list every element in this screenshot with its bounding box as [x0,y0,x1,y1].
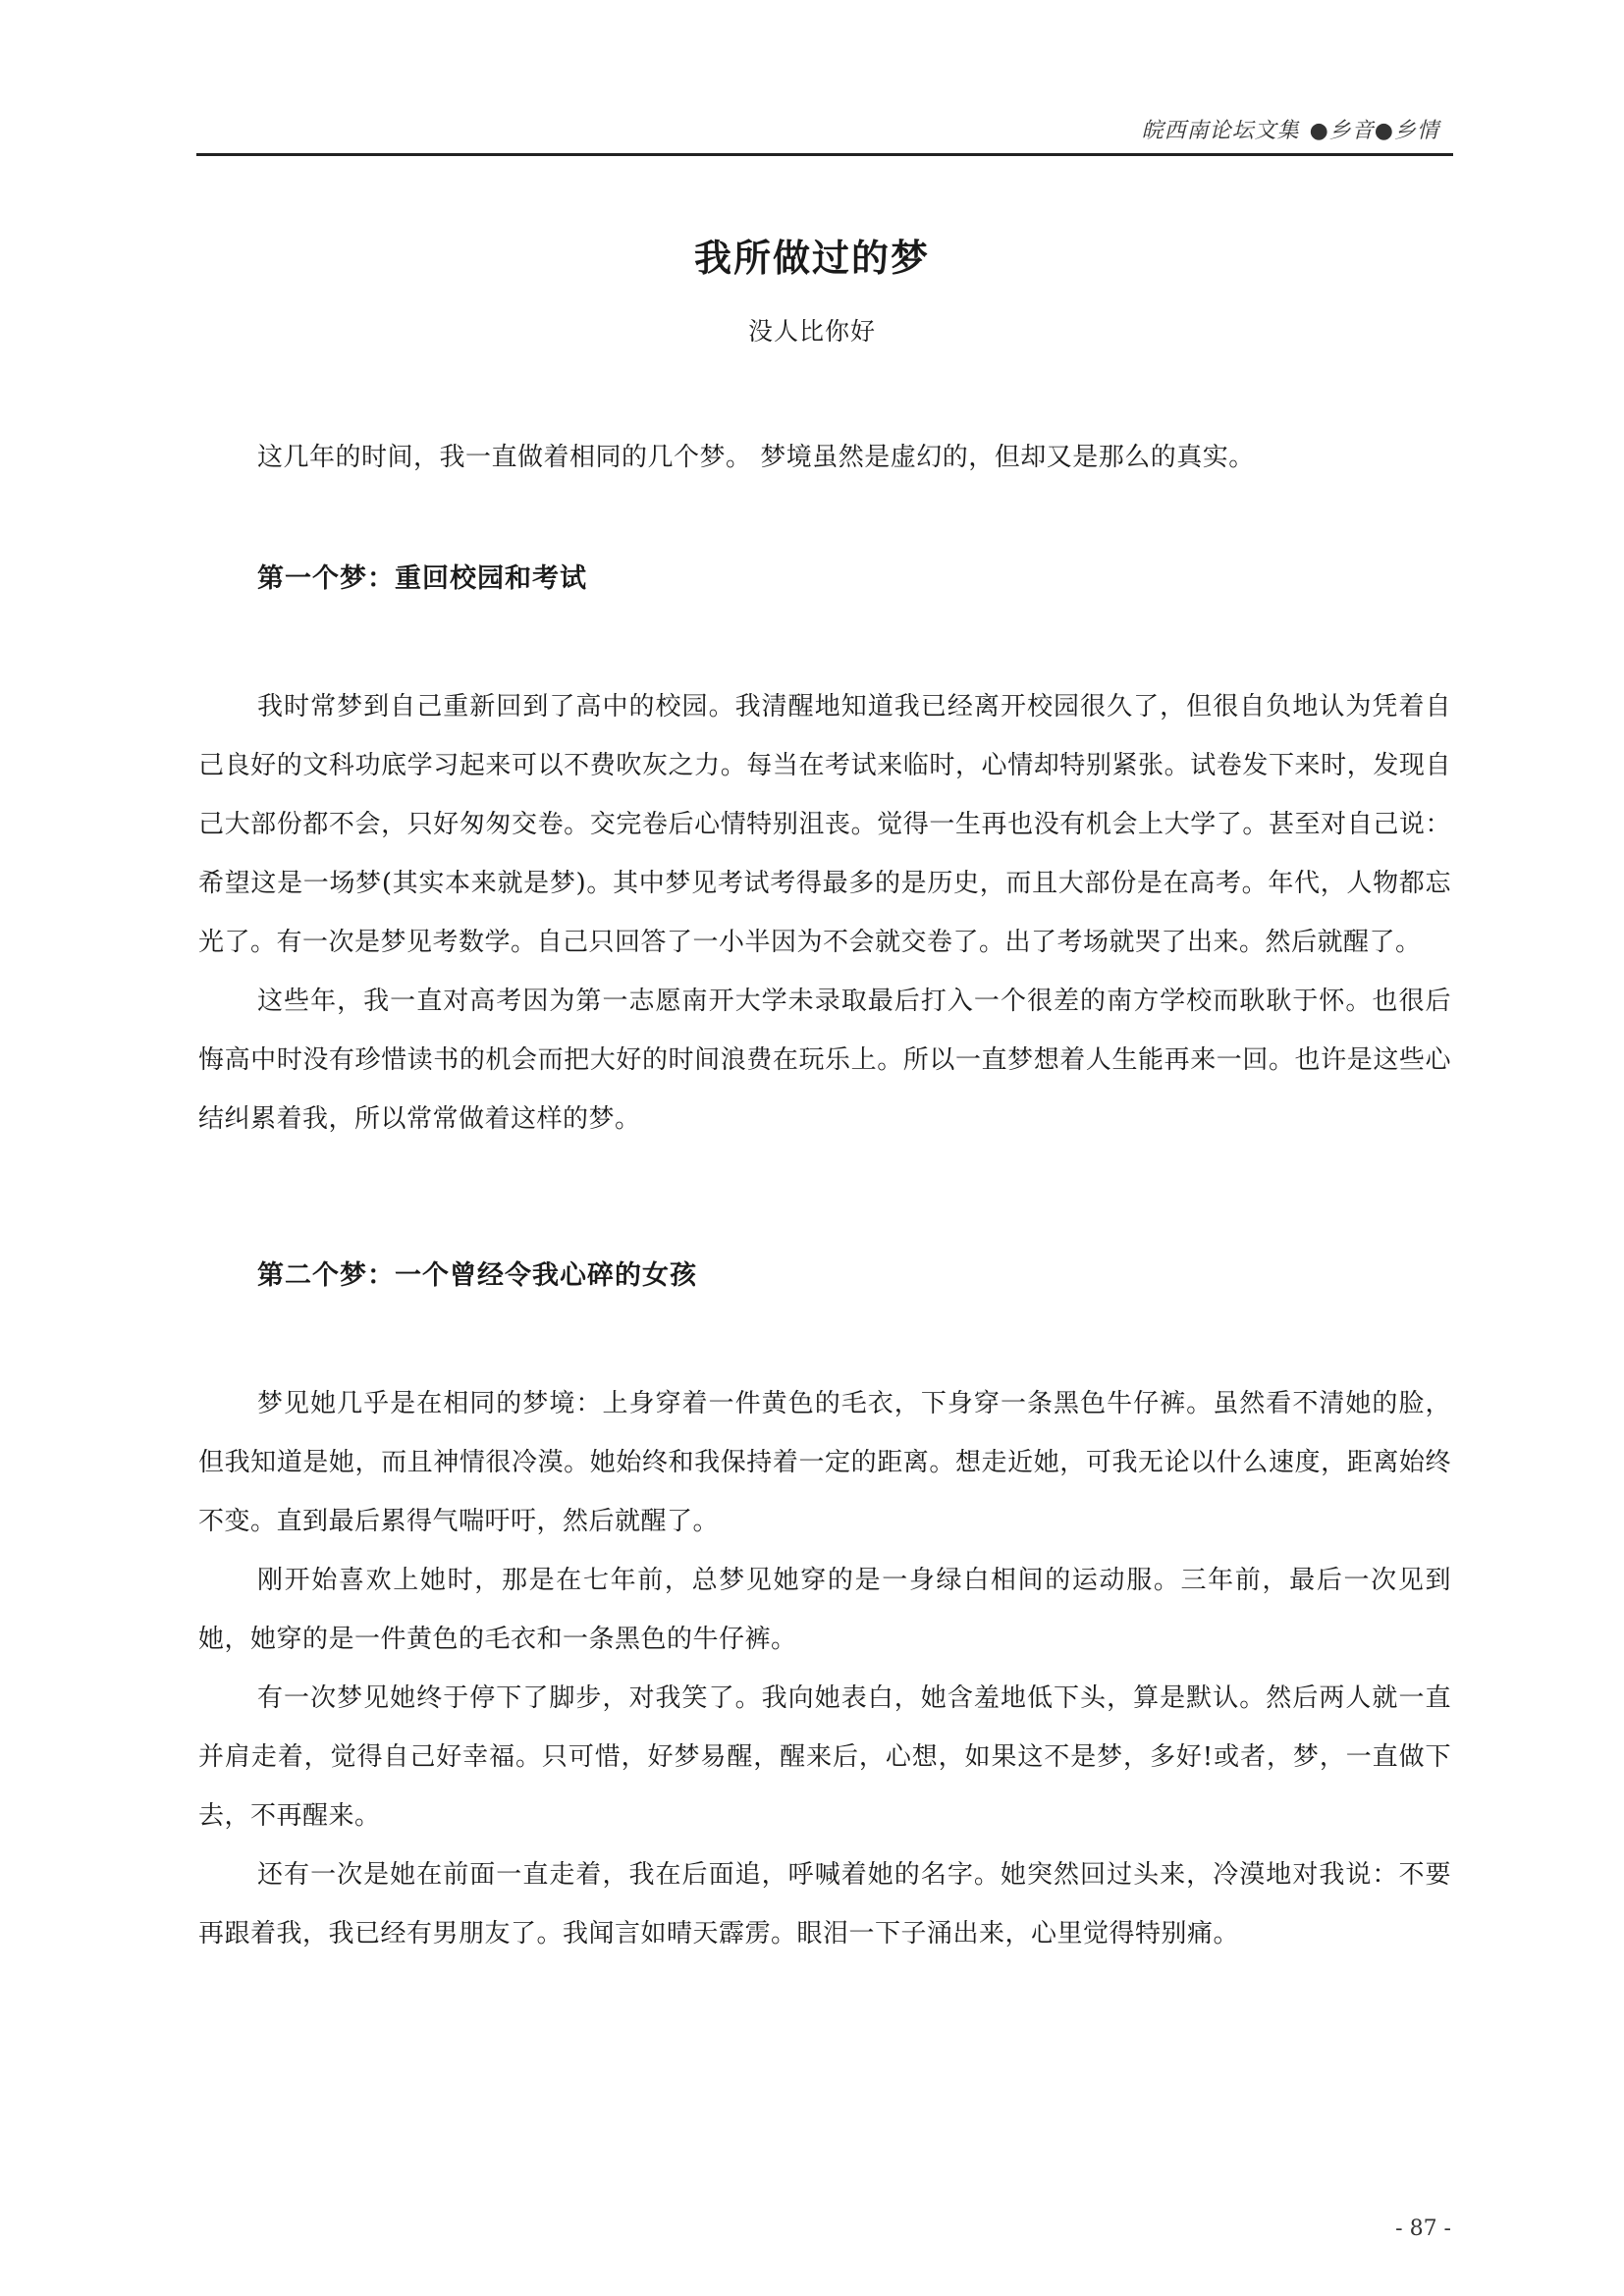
running-header [196,110,1453,156]
section-2-paragraph-4: 还有一次是她在前面一直走着，我在后面追，呼喊着她的名字。她突然回过头来，冷漠地对我说：不要再跟着我，我已经有男朋友了。我闻言如晴天霹雳。眼泪一下子涌出来，心里觉得特别痛。 [198,1860,1451,1949]
section-2-paragraph-2: 刚开始喜欢上她时，那是在七年前，总梦见她穿的是一身绿白相间的运动服。三年前，最后一次见到她，她穿的是一件黄色的毛衣和一条黑色的牛仔裤。 [198,1566,1451,1654]
section-heading-2: 第二个梦：一个曾经令我心碎的女孩 [257,1260,697,1291]
section-1-paragraph-1: 我时常梦到自己重新回到了高中的校园。我清醒地知道我已经离开校园很久了，但很自负地认为凭着自己良好的文科功底学习起来可以不费吹灰之力。每当在考试来临时，心情却特别紧张。试卷发下来时，发现自己大部份都不会，只好匆匆交卷。交完卷后心情特别沮丧。觉得一生再也没有机会上大学了。甚至对自己说：希望这是一场梦(其实本来就是梦)。其中梦见考试考得最多的是历史，而且大部份是在高考。年代，人物都忘光了。有一次是梦见考数学。自己只回答了一小半因为不会就交卷了。出了考场就哭了出来。然后就醒了。 [198,692,1451,957]
header-tag-xiangqing: ●乡情 [1374,119,1439,143]
page-number: - 87 - [1395,2216,1451,2241]
article-author: 没人比你好 [747,317,876,346]
header-collection-title: 皖西南论坛文集 [1141,119,1300,143]
section-heading-1: 第一个梦：重回校园和考试 [257,563,587,594]
header-tag-xiangyin: ●乡音 [1309,119,1375,143]
section-2-paragraph-1: 梦见她几乎是在相同的梦境：上身穿着一件黄色的毛衣，下身穿一条黑色牛仔裤。虽然看不清她的脸，但我知道是她，而且神情很冷漠。她始终和我保持着一定的距离。想走近她，可我无论以什么速度，距离始终不变。直到最后累得气喘吁吁，然后就醒了。 [198,1389,1451,1536]
section-2-paragraph-3: 有一次梦见她终于停下了脚步，对我笑了。我向她表白，她含羞地低下头，算是默认。然后两人就一直并肩走着，觉得自己好幸福。只可惜，好梦易醒，醒来后，心想，如果这不是梦，多好!或者，梦，一直做下去，不再醒来。 [198,1683,1451,1831]
intro-paragraph: 这几年的时间，我一直做着相同的几个梦。 梦境虽然是虚幻的，但却又是那么的真实。 [257,443,1255,472]
header-text [1142,114,1439,144]
section-1-paragraph-2: 这些年，我一直对高考因为第一志愿南开大学未录取最后打入一个很差的南方学校而耿耿于怀。也很后悔高中时没有珍惜读书的机会而把大好的时间浪费在玩乐上。所以一直梦想着人生能再来一回。也许是这些心结纠累着我，所以常常做着这样的梦。 [198,987,1451,1134]
article-body [198,428,1451,1963]
article-title: 我所做过的梦 [693,237,930,280]
